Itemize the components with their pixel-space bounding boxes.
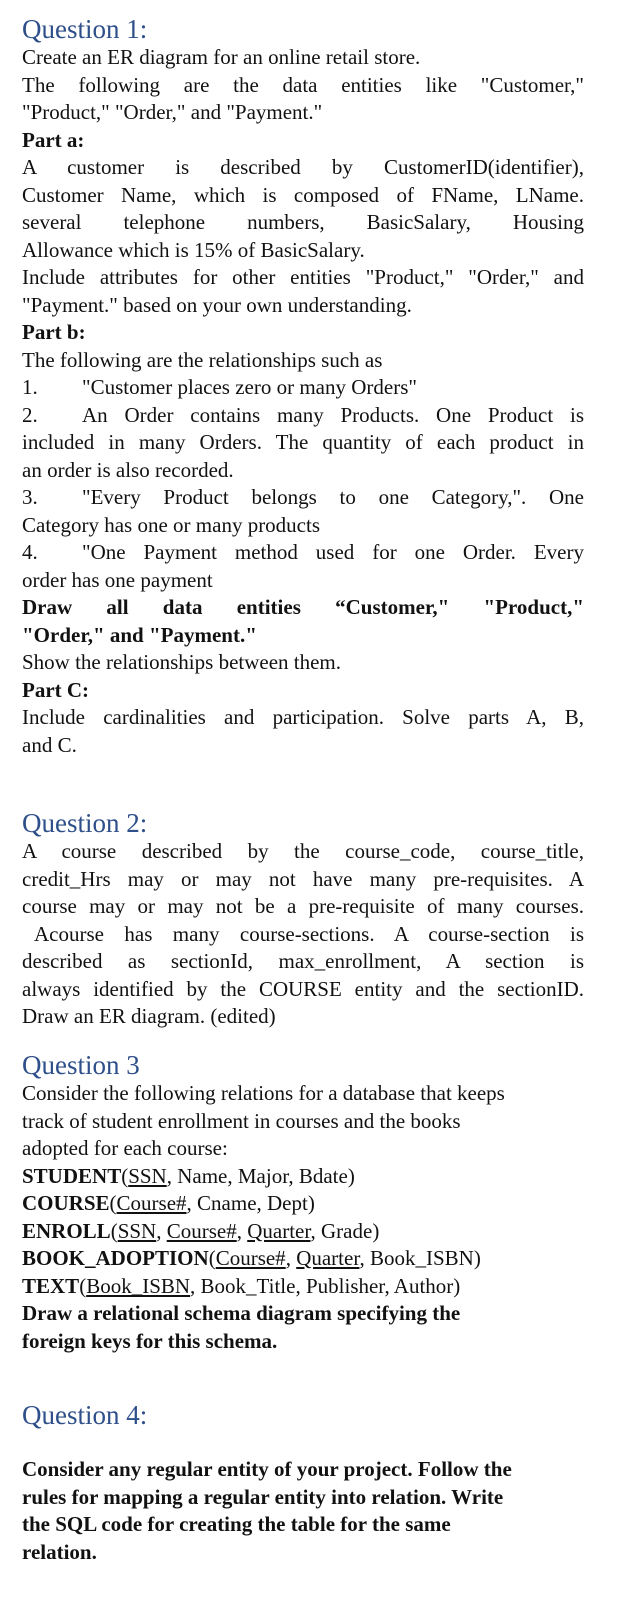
q2-line: described as sectionId, max_enrollment, A section is: [22, 949, 584, 973]
relation-name: STUDENT: [22, 1163, 122, 1188]
q1-line: Category has one or many products: [22, 512, 321, 537]
q1-line: Show the relationships between them.: [22, 650, 342, 674]
attributes: , Book_Title, Publisher, Author): [190, 1273, 461, 1298]
relation-text: [22, 1273, 584, 1301]
question-1-title: Question 1:: [22, 14, 148, 44]
question-2-title: Question 2:: [22, 808, 148, 838]
question-4-title: Question 4:: [22, 1400, 148, 1430]
q3-line: adopted for each course:: [22, 1136, 228, 1160]
q1-line: "Payment." based on your own understanding.: [22, 292, 412, 317]
attributes: , Name, Major, Bdate): [166, 1163, 355, 1188]
q1-line: A customer is described by CustomerID(identifier),: [22, 155, 584, 179]
primary-key: Course#: [116, 1191, 187, 1215]
q2-line: Acourse has many course-sections. A course-section is: [34, 921, 584, 946]
q1-line: Include cardinalities and participation. Solve parts A, B,: [22, 705, 584, 729]
q2-line: course may or may not be a pre-requisite of many courses.: [22, 894, 584, 918]
q3-line: track of student enrollment in courses and the books: [22, 1108, 461, 1133]
separator: ,: [285, 1246, 297, 1270]
question-1: [22, 14, 584, 759]
relationship-3: [22, 484, 584, 512]
paren: (: [208, 1246, 216, 1270]
part-c-heading: Part C:: [22, 677, 90, 702]
q1-draw-line: Draw all data entities “Customer," "Product,": [22, 595, 584, 619]
relationship-2: [22, 402, 584, 430]
q1-line: Customer Name, which is composed of FName, LName.: [22, 182, 584, 207]
primary-key: Book_ISBN: [86, 1273, 191, 1298]
question-4: [22, 1400, 584, 1566]
q1-line: included in many Orders. The quantity of each product in: [22, 430, 584, 454]
list-number: 4.: [22, 540, 38, 564]
list-number: 1.: [22, 375, 38, 399]
list-text: An Order contains many Products. One Product is: [82, 402, 584, 427]
question-2: [22, 808, 584, 1031]
q2-line: always identified by the COURSE entity and the sectionID.: [22, 976, 584, 1001]
q3-draw-line: foreign keys for this schema.: [22, 1328, 278, 1353]
q4-line: the SQL code for creating the table for the same: [22, 1512, 451, 1536]
list-number: 2.: [22, 402, 38, 427]
q1-line: Include attributes for other entities "Product," "Order," and: [22, 265, 584, 289]
q1-draw-line: "Order," and "Payment.": [22, 622, 257, 647]
relation-course: [22, 1190, 584, 1218]
relation-book-adoption: [22, 1245, 584, 1273]
q3-line: Consider the following relations for a database that keeps: [22, 1081, 505, 1105]
q4-line: Consider any regular entity of your project. Follow the: [22, 1457, 512, 1481]
q2-line: credit_Hrs may or may not have many pre-requisites. A: [22, 866, 584, 891]
question-3-title: Question 3: [22, 1050, 140, 1080]
spacer: [22, 1430, 584, 1456]
q1-line: Allowance which is 15% of BasicSalary.: [22, 237, 365, 262]
q1-line: and C.: [22, 732, 77, 757]
q1-line: "Product," "Order," and "Payment.": [22, 100, 323, 124]
list-number: 3.: [22, 485, 38, 509]
q1-line: order has one payment: [22, 567, 213, 592]
paren: (: [110, 1218, 118, 1243]
paren: (: [109, 1191, 117, 1215]
q2-line: Draw an ER diagram. (edited): [22, 1004, 276, 1028]
primary-key: Quarter: [247, 1218, 311, 1243]
attributes: , Cname, Dept): [186, 1191, 315, 1215]
paren: (: [121, 1163, 129, 1188]
relation-student: [22, 1163, 584, 1191]
primary-key: Course#: [166, 1218, 237, 1243]
separator: ,: [156, 1218, 167, 1243]
relation-name: ENROLL: [22, 1218, 111, 1243]
q1-line: The following are the relationships such as: [22, 347, 383, 372]
primary-key: SSN: [117, 1218, 157, 1243]
relation-name: COURSE: [22, 1191, 110, 1215]
q1-line: Create an ER diagram for an online retail store.: [22, 45, 421, 69]
q4-line: rules for mapping a regular entity into relation. Write: [22, 1484, 504, 1509]
list-text: "One Payment method used for one Order. Every: [82, 540, 584, 564]
primary-key: Course#: [215, 1246, 286, 1270]
q2-line: A course described by the course_code, course_title,: [22, 839, 584, 863]
question-3: [22, 1050, 584, 1355]
q1-line: an order is also recorded.: [22, 457, 234, 482]
paren: (: [79, 1273, 87, 1298]
primary-key: Quarter: [296, 1246, 360, 1270]
q1-line: The following are the data entities like "Customer,": [22, 72, 584, 97]
relationship-4: [22, 539, 584, 567]
q4-line: relation.: [22, 1539, 97, 1564]
list-text: "Every Product belongs to one Category,". One: [82, 485, 584, 509]
part-b-heading: Part b:: [22, 320, 86, 344]
relation-name: TEXT: [22, 1273, 80, 1298]
q1-line: several telephone numbers, BasicSalary, Housing: [22, 210, 584, 234]
relation-name: BOOK_ADOPTION: [22, 1246, 209, 1270]
part-a-heading: Part a:: [22, 127, 85, 152]
separator: ,: [236, 1218, 248, 1243]
attributes: , Grade): [310, 1218, 380, 1243]
list-text: "Customer places zero or many Orders": [82, 375, 417, 399]
relation-enroll: [22, 1218, 584, 1246]
relationship-1: [22, 374, 584, 402]
primary-key: SSN: [128, 1163, 167, 1188]
attributes: , Book_ISBN): [359, 1246, 481, 1270]
q3-draw-line: Draw a relational schema diagram specifying the: [22, 1301, 461, 1325]
